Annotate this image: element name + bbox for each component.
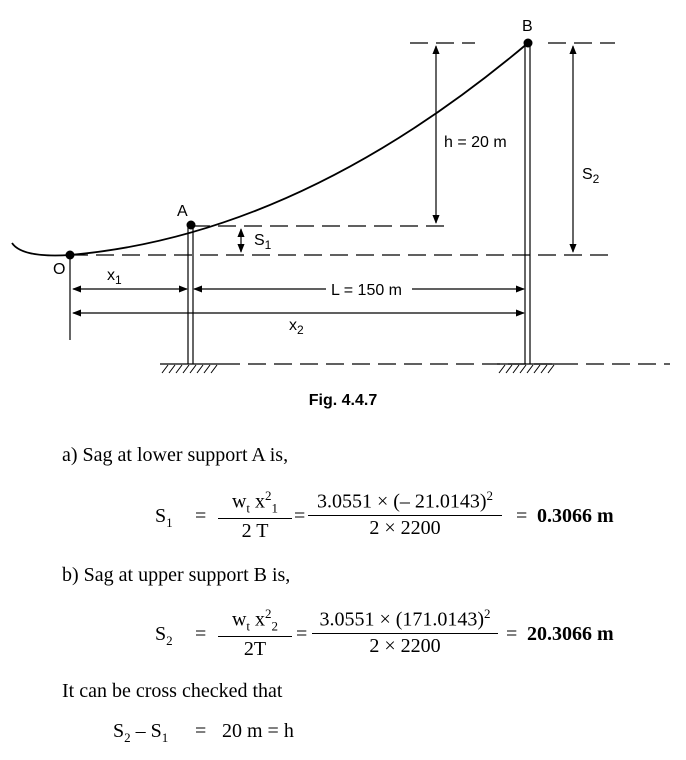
eq3-rhs: 20 m = h [222,720,294,742]
label-x1: $x_1$ [107,267,122,287]
eq2-lhs: $S_2$ [155,623,173,648]
eq2-equals-1: = [195,623,207,645]
label-x2: $x_2$ [289,317,304,337]
part-a-heading: a) Sag at lower support A is, [62,444,289,466]
eq1-equals-1: = [195,505,207,527]
eq1-equals-2: = [294,505,306,527]
pole-b [497,43,560,373]
label-s2: $S_2$ [582,166,600,186]
figure-caption: Fig. 4.4.7 [308,392,378,409]
label-a: A [177,203,188,220]
eq1-fraction-numeric: $\frac{3.0551 \times (- 21.0143)^2}{2 \times 2200}$ [308,488,502,540]
eq2-fraction-symbolic: $\frac{w_t x^2_2}{2T}$ [218,606,292,661]
label-s1: $S_1$ [254,232,272,252]
eq2-result: 20.3066 m [527,623,614,645]
eq2-fraction-numeric: $\frac{3.0551 \times (171.0143)^2}{2 \times 2200}$ [312,606,498,658]
eq3-lhs: $S_2 - S_1$ [113,720,169,745]
cross-check-line: It can be cross checked that [62,680,283,702]
pole-a [160,226,222,373]
eq1-lhs: $S_1$ [155,505,173,530]
eq3-equals: = [195,720,207,742]
eq1-equals-3: = [516,505,528,527]
eq2-equals-3: = [506,623,518,645]
point-b [524,39,533,48]
point-o [66,251,75,260]
point-a [187,221,196,230]
label-h: h = 20 m [444,134,507,151]
eq1-result: 0.3066 m [537,505,614,527]
eq1-fraction-symbolic: $\frac{w_t x^2_1}{2 T}$ [218,488,292,543]
label-l: L = 150 m [331,282,403,299]
eq2-equals-2: = [296,623,308,645]
label-o: O [53,261,66,278]
part-b-heading: b) Sag at upper support B is, [62,564,291,586]
label-b: B [522,18,533,35]
